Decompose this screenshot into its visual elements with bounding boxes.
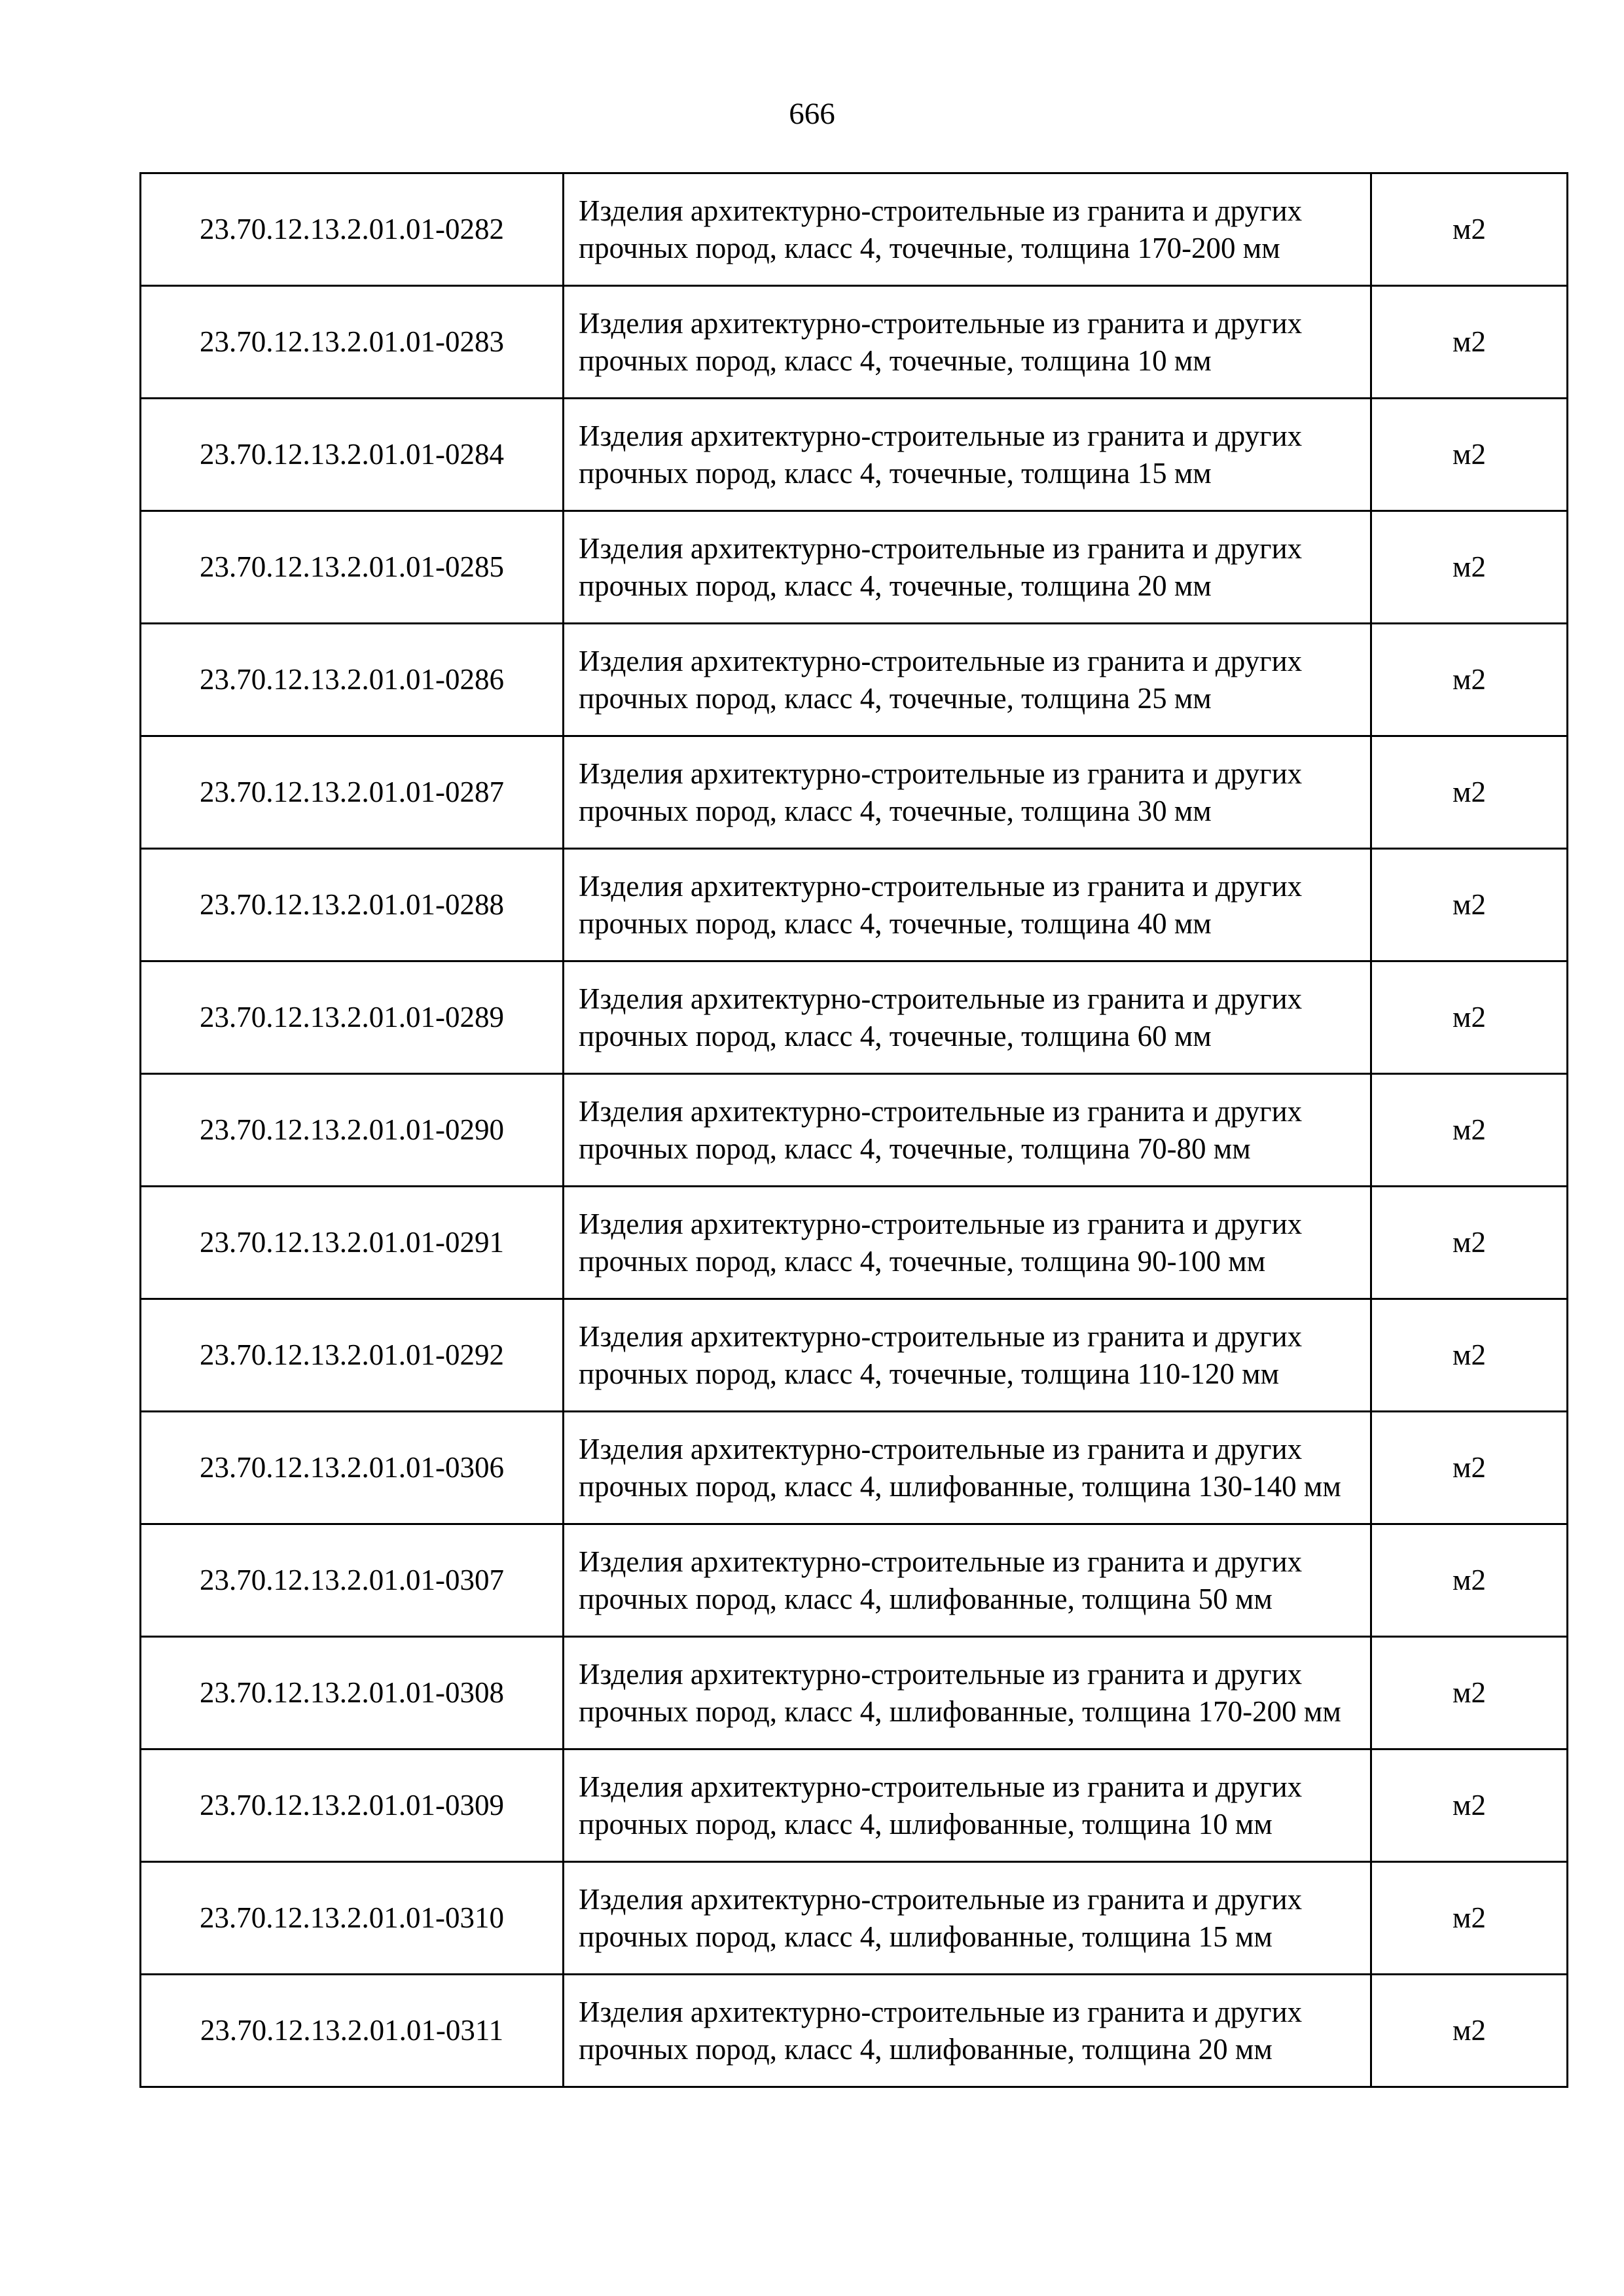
resource-description: Изделия архитектурно-строительные из гранита и других прочных пород, класс 4, точечные, толщина 20 мм	[564, 511, 1371, 624]
resource-description: Изделия архитектурно-строительные из гранита и других прочных пород, класс 4, шлифованные, толщина 170-200 мм	[564, 1637, 1371, 1749]
resource-description: Изделия архитектурно-строительные из гранита и других прочных пород, класс 4, шлифованные, толщина 50 мм	[564, 1524, 1371, 1637]
unit-of-measure: м2	[1371, 1524, 1568, 1637]
unit-of-measure: м2	[1371, 624, 1568, 736]
resource-description: Изделия архитектурно-строительные из гранита и других прочных пород, класс 4, шлифованные, толщина 130-140 мм	[564, 1412, 1371, 1524]
resource-code: 23.70.12.13.2.01.01-0310	[141, 1862, 564, 1975]
resource-code: 23.70.12.13.2.01.01-0283	[141, 286, 564, 399]
page-number: 666	[789, 97, 835, 131]
table-row	[141, 624, 1568, 736]
resource-description: Изделия архитектурно-строительные из гранита и других прочных пород, класс 4, шлифованные, толщина 20 мм	[564, 1975, 1371, 2087]
table-row	[141, 286, 1568, 399]
table-row	[141, 511, 1568, 624]
resource-description: Изделия архитектурно-строительные из гранита и других прочных пород, класс 4, точечные, толщина 10 мм	[564, 286, 1371, 399]
resource-code: 23.70.12.13.2.01.01-0284	[141, 399, 564, 511]
table-row	[141, 1524, 1568, 1637]
resource-code: 23.70.12.13.2.01.01-0288	[141, 849, 564, 961]
table-body	[141, 173, 1568, 2087]
unit-of-measure: м2	[1371, 1412, 1568, 1524]
table-row	[141, 1862, 1568, 1975]
table-row	[141, 849, 1568, 961]
table-row	[141, 1749, 1568, 1862]
resource-description: Изделия архитектурно-строительные из гранита и других прочных пород, класс 4, точечные, толщина 15 мм	[564, 399, 1371, 511]
unit-of-measure: м2	[1371, 511, 1568, 624]
resource-description: Изделия архитектурно-строительные из гранита и других прочных пород, класс 4, точечные, толщина 25 мм	[564, 624, 1371, 736]
resource-code: 23.70.12.13.2.01.01-0292	[141, 1299, 564, 1412]
table-row	[141, 1637, 1568, 1749]
table-row	[141, 1975, 1568, 2087]
table-row	[141, 1074, 1568, 1187]
resource-code: 23.70.12.13.2.01.01-0289	[141, 961, 564, 1074]
unit-of-measure: м2	[1371, 1299, 1568, 1412]
resource-description: Изделия архитектурно-строительные из гранита и других прочных пород, класс 4, точечные, толщина 40 мм	[564, 849, 1371, 961]
table-row	[141, 961, 1568, 1074]
unit-of-measure: м2	[1371, 736, 1568, 849]
resource-description: Изделия архитектурно-строительные из гранита и других прочных пород, класс 4, точечные, толщина 110-120 мм	[564, 1299, 1371, 1412]
resource-code: 23.70.12.13.2.01.01-0311	[141, 1975, 564, 2087]
unit-of-measure: м2	[1371, 1074, 1568, 1187]
table-row	[141, 1299, 1568, 1412]
resource-description: Изделия архитектурно-строительные из гранита и других прочных пород, класс 4, шлифованные, толщина 10 мм	[564, 1749, 1371, 1862]
unit-of-measure: м2	[1371, 1975, 1568, 2087]
resource-code: 23.70.12.13.2.01.01-0306	[141, 1412, 564, 1524]
unit-of-measure: м2	[1371, 1637, 1568, 1749]
resource-code: 23.70.12.13.2.01.01-0285	[141, 511, 564, 624]
resource-code: 23.70.12.13.2.01.01-0287	[141, 736, 564, 849]
unit-of-measure: м2	[1371, 1862, 1568, 1975]
resource-description: Изделия архитектурно-строительные из гранита и других прочных пород, класс 4, точечные, толщина 60 мм	[564, 961, 1371, 1074]
table-row	[141, 399, 1568, 511]
resource-description: Изделия архитектурно-строительные из гранита и других прочных пород, класс 4, точечные, толщина 30 мм	[564, 736, 1371, 849]
resource-description: Изделия архитектурно-строительные из гранита и других прочных пород, класс 4, точечные, толщина 90-100 мм	[564, 1187, 1371, 1299]
resource-code: 23.70.12.13.2.01.01-0291	[141, 1187, 564, 1299]
unit-of-measure: м2	[1371, 1749, 1568, 1862]
unit-of-measure: м2	[1371, 1187, 1568, 1299]
resource-code: 23.70.12.13.2.01.01-0282	[141, 173, 564, 286]
resource-code: 23.70.12.13.2.01.01-0309	[141, 1749, 564, 1862]
resource-description: Изделия архитектурно-строительные из гранита и других прочных пород, класс 4, шлифованные, толщина 15 мм	[564, 1862, 1371, 1975]
unit-of-measure: м2	[1371, 286, 1568, 399]
table-row	[141, 736, 1568, 849]
resource-description: Изделия архитектурно-строительные из гранита и других прочных пород, класс 4, точечные, толщина 70-80 мм	[564, 1074, 1371, 1187]
unit-of-measure: м2	[1371, 849, 1568, 961]
table-row	[141, 1187, 1568, 1299]
table-row	[141, 1412, 1568, 1524]
resource-code: 23.70.12.13.2.01.01-0286	[141, 624, 564, 736]
resource-code: 23.70.12.13.2.01.01-0308	[141, 1637, 564, 1749]
unit-of-measure: м2	[1371, 961, 1568, 1074]
resource-code: 23.70.12.13.2.01.01-0307	[141, 1524, 564, 1637]
resource-code: 23.70.12.13.2.01.01-0290	[141, 1074, 564, 1187]
table-row	[141, 173, 1568, 286]
unit-of-measure: м2	[1371, 173, 1568, 286]
unit-of-measure: м2	[1371, 399, 1568, 511]
resource-description: Изделия архитектурно-строительные из гранита и других прочных пород, класс 4, точечные, толщина 170-200 мм	[564, 173, 1371, 286]
resource-table	[139, 172, 1568, 2088]
